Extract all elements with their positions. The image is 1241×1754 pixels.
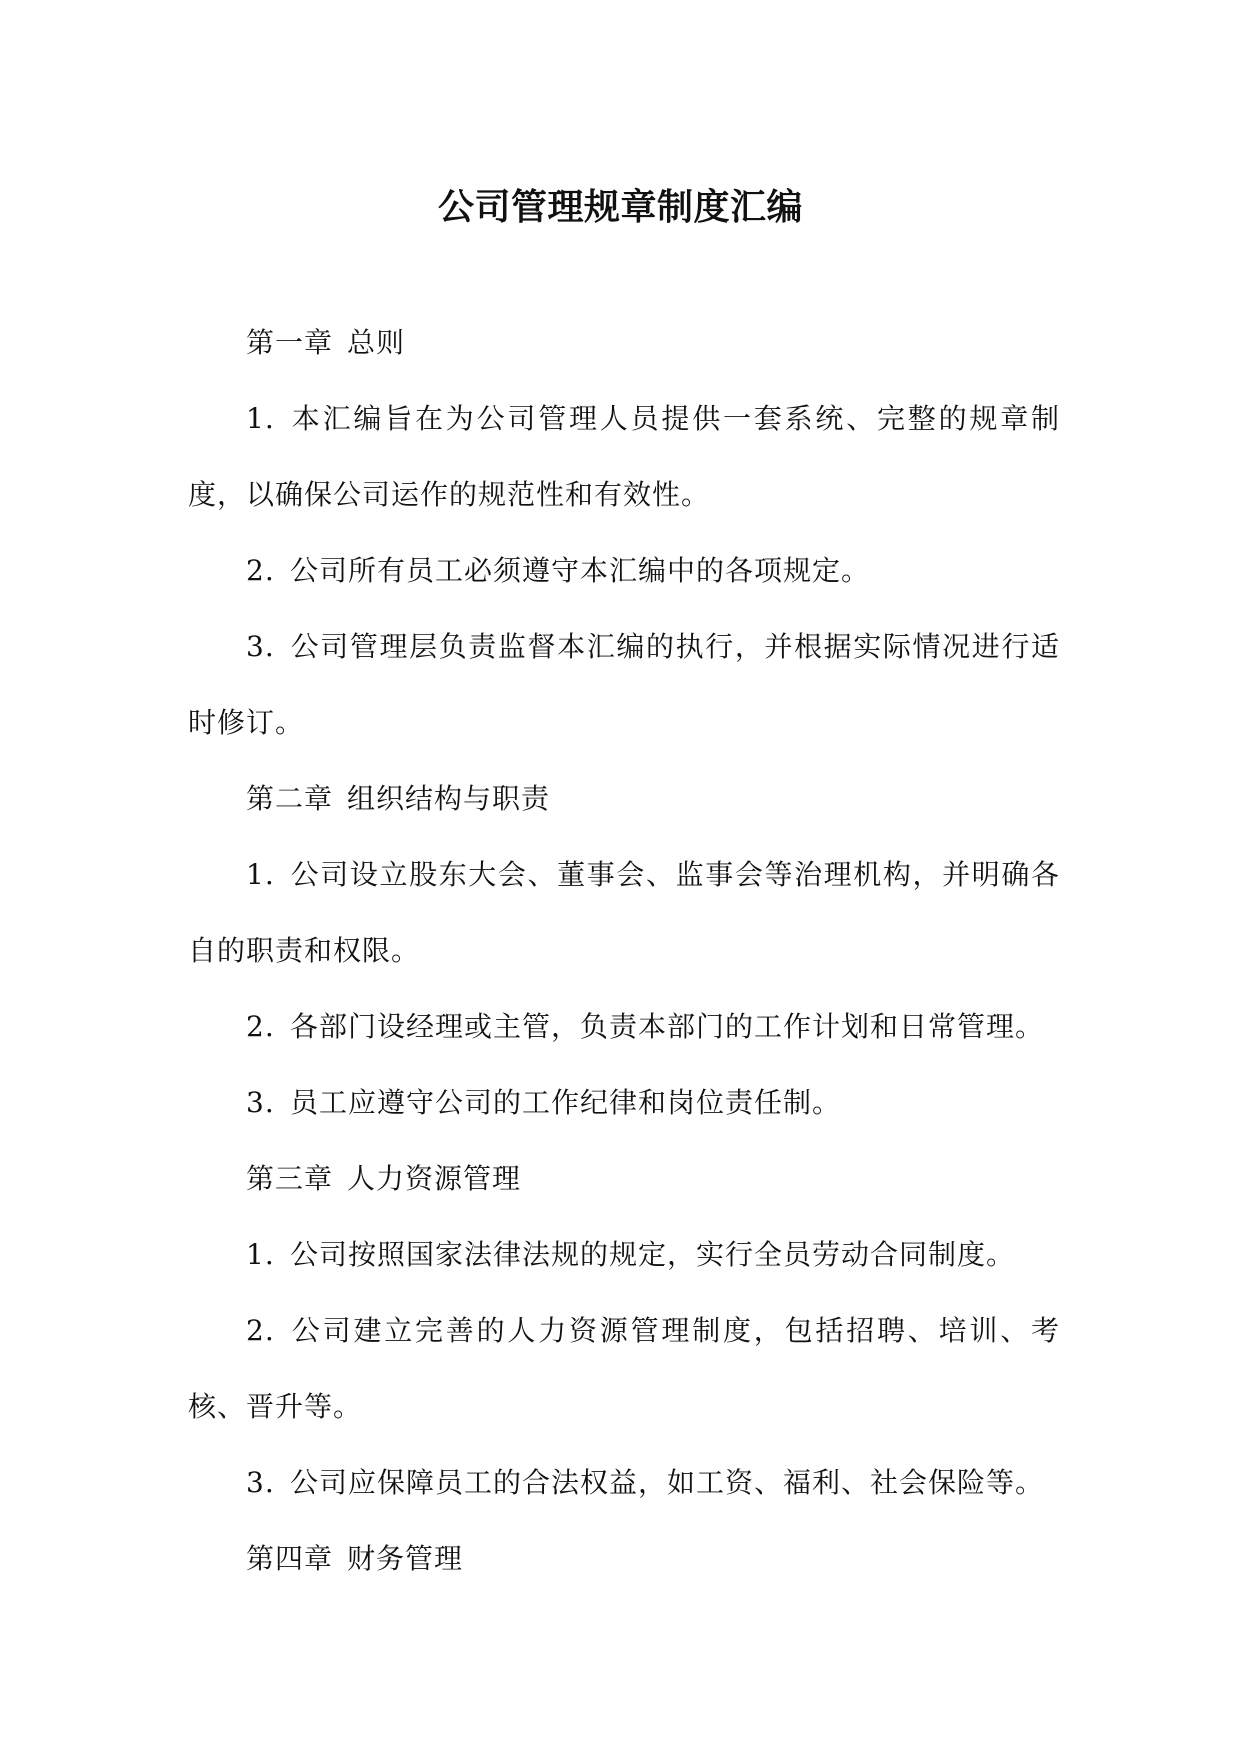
chapter-label: 第三章 xyxy=(246,1162,334,1195)
clause-number: 2. xyxy=(246,1314,275,1347)
clause-text: 本汇编旨在为公司管理人员提供一套系统、完整的规章制度，以确保公司运作的规范性和有效性。 xyxy=(188,402,1060,511)
document-body xyxy=(188,305,1060,1597)
clause-number: 2. xyxy=(246,1010,275,1043)
clause-paragraph xyxy=(188,1217,1060,1293)
clause-paragraph xyxy=(188,1293,1060,1445)
clause-paragraph xyxy=(188,837,1060,989)
clause-text: 员工应遵守公司的工作纪律和岗位责任制。 xyxy=(290,1086,842,1119)
clause-text: 公司设立股东大会、董事会、监事会等治理机构，并明确各自的职责和权限。 xyxy=(188,858,1060,967)
chapter-name: 组织结构与职责 xyxy=(347,782,551,815)
clause-number: 3. xyxy=(246,1466,275,1499)
clause-text: 各部门设经理或主管，负责本部门的工作计划和日常管理。 xyxy=(290,1010,1045,1043)
chapter-label: 第二章 xyxy=(246,782,334,815)
document-title: 公司管理规章制度汇编 xyxy=(437,186,803,228)
clause-paragraph xyxy=(188,1065,1060,1141)
chapter-heading xyxy=(188,305,1060,381)
chapter-name: 总则 xyxy=(347,326,406,359)
clause-paragraph xyxy=(188,1445,1060,1521)
clause-number: 1. xyxy=(246,1238,275,1271)
clause-number: 1. xyxy=(246,858,275,891)
clause-text: 公司所有员工必须遵守本汇编中的各项规定。 xyxy=(290,554,871,587)
chapter-name: 人力资源管理 xyxy=(347,1162,522,1195)
clause-number: 3. xyxy=(246,1086,275,1119)
clause-text: 公司管理层负责监督本汇编的执行，并根据实际情况进行适时修订。 xyxy=(188,630,1060,739)
clause-paragraph xyxy=(188,989,1060,1065)
chapter-heading xyxy=(188,761,1060,837)
clause-number: 3. xyxy=(246,630,275,663)
chapter-label: 第一章 xyxy=(246,326,334,359)
chapter-heading xyxy=(188,1141,1060,1217)
chapter-label: 第四章 xyxy=(246,1542,334,1575)
clause-number: 1. xyxy=(246,402,275,435)
clause-number: 2. xyxy=(246,554,275,587)
clause-paragraph xyxy=(188,381,1060,533)
clause-text: 公司应保障员工的合法权益，如工资、福利、社会保险等。 xyxy=(290,1466,1045,1499)
clause-text: 公司建立完善的人力资源管理制度，包括招聘、培训、考核、晋升等。 xyxy=(188,1314,1060,1423)
clause-paragraph xyxy=(188,609,1060,761)
chapter-heading xyxy=(188,1521,1060,1597)
chapter-name: 财务管理 xyxy=(347,1542,464,1575)
clause-text: 公司按照国家法律法规的规定，实行全员劳动合同制度。 xyxy=(290,1238,1016,1271)
clause-paragraph xyxy=(188,533,1060,609)
